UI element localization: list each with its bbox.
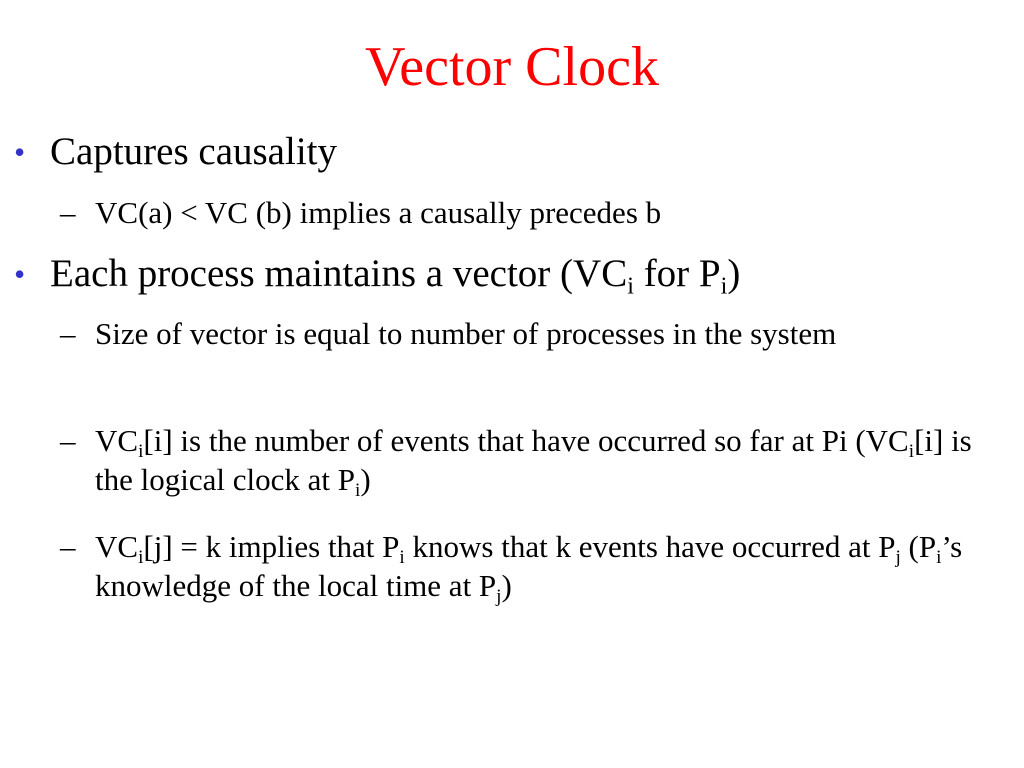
bullet-text: Each process maintains a vector ($VC_i$ for $P_i$) <box>50 252 741 300</box>
dash-icon: – <box>60 316 76 351</box>
dash-icon: – <box>60 423 76 458</box>
bullet-icon: • <box>14 256 26 292</box>
sub-item-text: $VC_i[j] = k$ implies that $P_i$ knows that k events have occurred at $P_j$ ($P_i’s$ knowledge of the local time at $P_j$) <box>95 529 963 607</box>
slide-title: Vector Clock <box>365 36 659 98</box>
sub-item-text: $VC_i[i]$ is the number of events that have occurred so far at Pi ($VC_i[i]$ is the logical clock at $P_i$) <box>95 423 972 501</box>
bullet-text: Captures causality <box>50 130 337 173</box>
dash-icon: – <box>60 195 76 230</box>
dash-icon: – <box>60 529 76 564</box>
bullet-icon: • <box>14 134 26 170</box>
sub-item-text: Size of vector is equal to number of processes in the system <box>95 316 837 351</box>
sub-item-text: VC(a) < VC (b) implies a causally precedes b <box>95 195 662 230</box>
